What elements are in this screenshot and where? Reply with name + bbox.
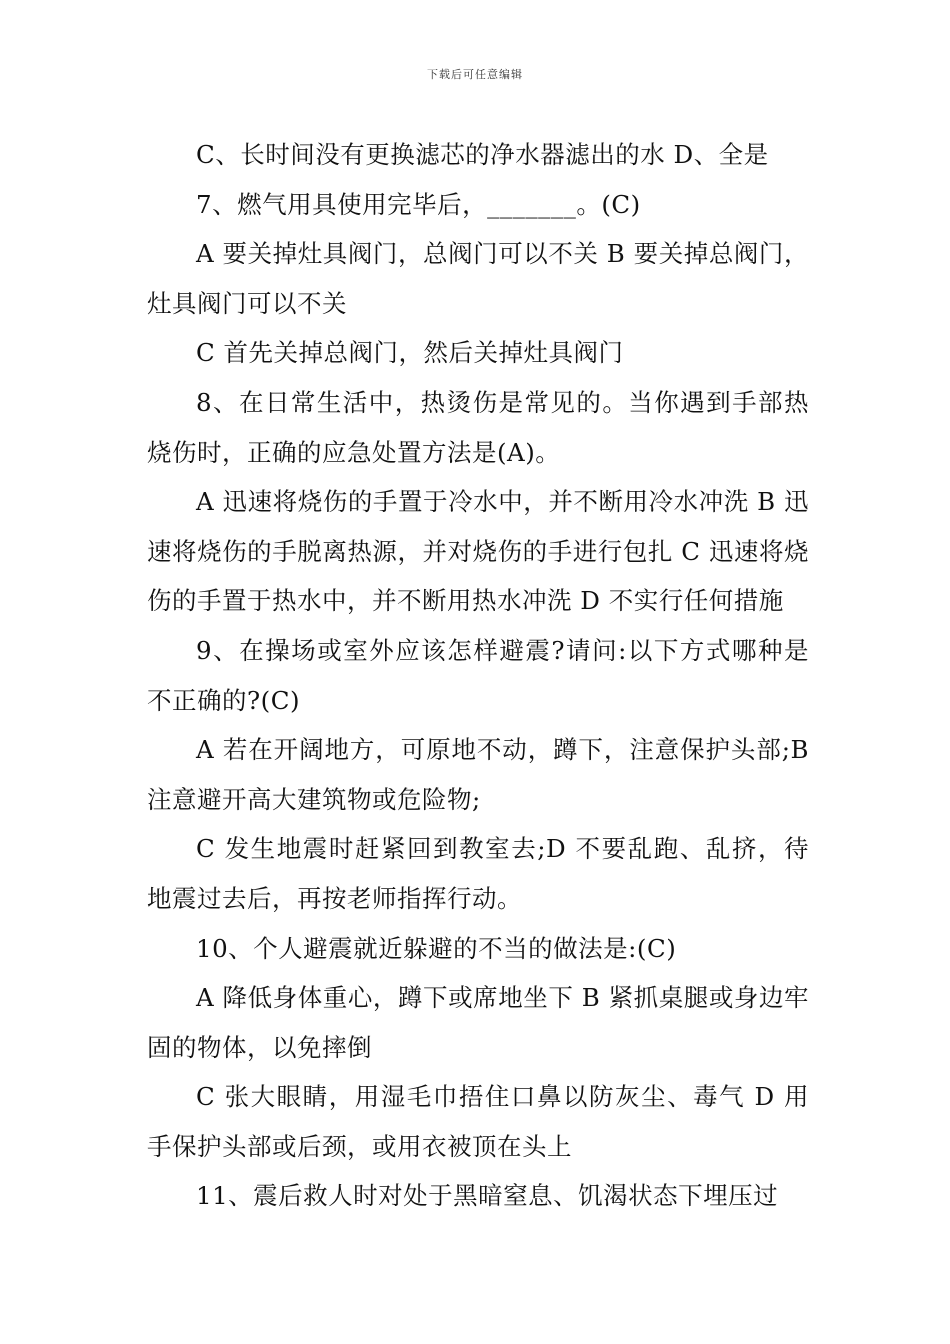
document-body	[147, 130, 809, 1221]
paragraph-q10-options-c-d: C 张大眼睛，用湿毛巾捂住口鼻以防灰尘、毒气 D 用手保护头部或后颈，或用衣被顶在头上	[147, 1082, 809, 1161]
page-header: 下载后可任意编辑	[427, 68, 523, 81]
paragraph-q8: 8、在日常生活中，热烫伤是常见的。当你遇到手部热烧伤时，正确的应急处置方法是(A)。	[147, 387, 809, 467]
paragraph-q9-options-c-d: C 发生地震时赶紧回到教室去;D 不要乱跑、乱挤，待地震过去后，再按老师指挥行动。	[147, 834, 809, 913]
paragraph-q10-options-a-b: A 降低身体重心，蹲下或席地坐下 B 紧抓桌腿或身边牢固的物体，以免摔倒	[147, 983, 809, 1062]
paragraph-q11: 11、震后救人时对处于黑暗窒息、饥渴状态下埋压过	[196, 1181, 779, 1211]
paragraph-q7: 7、燃气用具使用完毕后，_______。(C)	[196, 189, 641, 219]
paragraph-q7-options-a-b: A 要关掉灶具阀门，总阀门可以不关 B 要关掉总阀门，灶具阀门可以不关	[147, 239, 809, 318]
paragraph-q10: 10、个人避震就近躲避的不当的做法是:(C)	[196, 933, 677, 963]
paragraph-q6-option-c-d: C、长时间没有更换滤芯的净水器滤出的水 D、全是	[196, 140, 769, 169]
paragraph-q9: 9、在操场或室外应该怎样避震?请问:以下方式哪种是不正确的?(C)	[147, 635, 809, 715]
paragraph-q7-option-c: C 首先关掉总阀门，然后关掉灶具阀门	[196, 338, 624, 368]
paragraph-q9-options-a-b: A 若在开阔地方，可原地不动，蹲下，注意保护头部;B 注意避开高大建筑物或危险物;	[147, 735, 809, 814]
paragraph-q8-options: A 迅速将烧伤的手置于冷水中，并不断用冷水冲洗 B 迅速将烧伤的手脱离热源，并对烧伤的手进行包扎 C 迅速将烧伤的手置于热水中，并不断用热水冲洗 D 不实行任何措施	[147, 487, 809, 616]
